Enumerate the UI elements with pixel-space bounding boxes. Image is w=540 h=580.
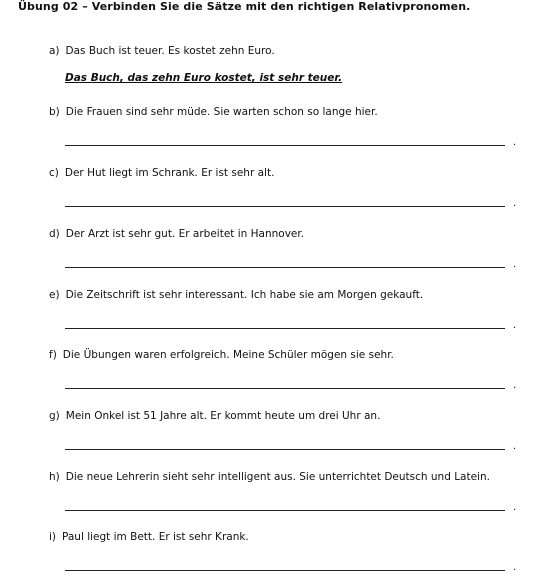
exercise-label: d) (49, 228, 60, 240)
answer-rule (65, 206, 505, 207)
exercise-text: Die Zeitschrift ist sehr interessant. Ich habe sie am Morgen gekauft. (65, 289, 424, 301)
exercise-sentence (49, 105, 519, 119)
answer-line[interactable] (65, 257, 517, 271)
exercise-sentence (49, 166, 519, 180)
answer-rule (65, 145, 505, 146)
exercise-e (49, 288, 519, 332)
exercise-sentence (49, 348, 519, 362)
answer-period: . (513, 320, 517, 331)
exercise-i (49, 530, 519, 574)
exercise-label: e) (49, 289, 60, 301)
answer-line[interactable] (65, 500, 517, 514)
answer-line[interactable] (65, 196, 517, 210)
answer-period: . (513, 198, 517, 209)
exercise-sentence (49, 409, 519, 423)
answer-line[interactable] (65, 560, 517, 574)
exercise-sentence (49, 227, 519, 241)
answer-line[interactable] (65, 378, 517, 392)
answer-period: . (513, 380, 517, 391)
exercise-label: g) (49, 410, 60, 422)
example-answer: Das Buch, das zehn Euro kostet, ist sehr teuer. (65, 72, 343, 84)
answer-line[interactable] (65, 135, 517, 149)
exercise-d (49, 227, 519, 271)
answer-period: . (513, 259, 517, 270)
exercise-a (49, 44, 519, 86)
exercise-f (49, 348, 519, 392)
exercise-text: Der Arzt ist sehr gut. Er arbeitet in Hannover. (65, 228, 305, 240)
exercise-label: a) (49, 45, 60, 57)
answer-line[interactable] (65, 439, 517, 453)
exercise-sentence (49, 288, 519, 302)
exercise-g (49, 409, 519, 453)
answer-rule (65, 510, 505, 511)
answer-line[interactable] (65, 318, 517, 332)
exercise-text: Der Hut liegt im Schrank. Er ist sehr alt. (64, 167, 275, 179)
answer-period: . (513, 441, 517, 452)
exercise-text: Das Buch ist teuer. Es kostet zehn Euro. (65, 45, 275, 57)
exercise-label: i) (49, 531, 57, 543)
exercise-sentence (49, 470, 519, 484)
answer-rule (65, 388, 505, 389)
exercise-label: f) (49, 349, 57, 361)
answer-rule (65, 570, 505, 571)
exercise-text: Die Frauen sind sehr müde. Sie warten schon so lange hier. (65, 106, 378, 118)
answer-period: . (513, 137, 517, 148)
exercise-text: Mein Onkel ist 51 Jahre alt. Er kommt heute um drei Uhr an. (65, 410, 381, 422)
answer-period: . (513, 562, 517, 573)
answer-rule (65, 267, 505, 268)
answer-rule (65, 328, 505, 329)
answer-period: . (513, 502, 517, 513)
answer-rule (65, 449, 505, 450)
exercise-text: Die neue Lehrerin sieht sehr intelligent aus. Sie unterrichtet Deutsch und Latein. (65, 471, 490, 483)
exercise-label: b) (49, 106, 60, 118)
exercise-label: c) (49, 167, 59, 179)
worksheet-title: Übung 02 – Verbinden Sie die Sätze mit den richtigen Relativpronomen. (18, 0, 471, 13)
exercise-b (49, 105, 519, 149)
exercise-c (49, 166, 519, 210)
exercise-sentence (49, 530, 519, 544)
exercise-text: Paul liegt im Bett. Er ist sehr Krank. (62, 531, 249, 543)
exercise-sentence (49, 44, 519, 58)
exercise-text: Die Übungen waren erfolgreich. Meine Schüler mögen sie sehr. (62, 349, 394, 361)
exercise-h (49, 470, 519, 514)
exercise-label: h) (49, 471, 60, 483)
